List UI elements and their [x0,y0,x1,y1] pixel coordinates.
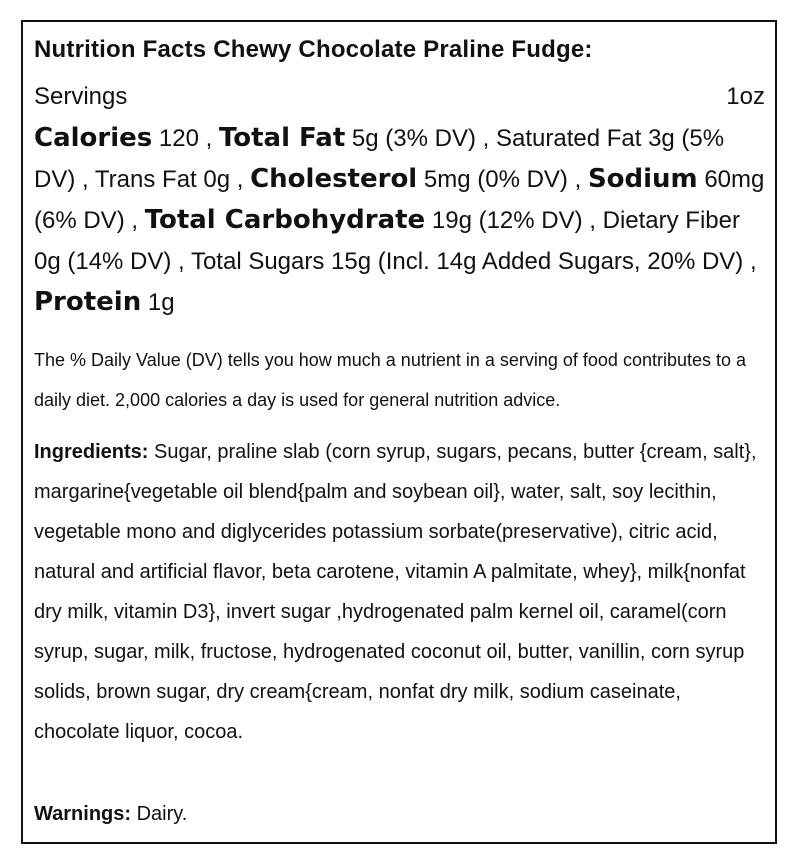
nutrient-list [34,118,765,323]
servings-row [34,83,765,111]
servings-value: 1oz [726,83,765,110]
protein-label: Protein [34,287,142,317]
total-carbohydrate-value: 19g (12% DV) , Dietary Fiber 0g (14% DV) , Total Sugars 15g (Incl. 14g Added Sugars, 20% DV) , [34,207,757,275]
warnings-section [34,803,187,826]
total-fat-value: 5g (3% DV) , Saturated Fat 3g (5% DV) , Trans Fat 0g , [34,125,725,193]
sodium-label: Sodium [587,164,698,194]
warnings-label: Warnings: [34,803,132,825]
ingredients-label: Ingredients: [34,441,149,463]
protein-value: 1g [141,289,175,316]
label-title: Nutrition Facts Chewy Chocolate Praline Fudge: [34,36,593,63]
daily-value-note: The % Daily Value (DV) tells you how much a nutrient in a serving of food contributes to a daily diet. 2,000 calories a day is used for general nutrition advice. [34,350,747,410]
servings-label: Servings [34,83,128,110]
cholesterol-label: Cholesterol [250,164,418,194]
ingredients-text: Sugar, praline slab (corn syrup, sugars, pecans, butter {cream, salt}, margarine{vegetable oil blend{palm and soybean oil}, water, salt, soy lecithin, vegetable mono and diglycerides potassium sorbate(preservative), citric acid, natural and artificial flavor, beta carotene, vitamin A palmitate, whey}, milk{nonfat dry milk, vitamin D3}, invert sugar ,hydrogenated palm kernel oil, caramel(corn syrup, sugar, milk, fructose, hydrogenated coconut oil, butter, vanillin, corn syrup solids, brown sugar, dry cream{cream, nonfat dry milk, sodium caseinate, chocolate liquor, cocoa. [34,441,757,743]
sodium-value: 60mg (6% DV) , [34,166,765,234]
calories-label: Calories [34,123,153,153]
nutrition-label-panel [21,20,777,844]
total-carbohydrate-label: Total Carbohydrate [144,205,426,235]
calories-value: 120 , [152,125,219,152]
warnings-text: Dairy. [131,803,188,825]
total-fat-label: Total Fat [218,123,346,153]
cholesterol-value: 5mg (0% DV) , [417,166,588,193]
ingredients-section [34,432,767,752]
